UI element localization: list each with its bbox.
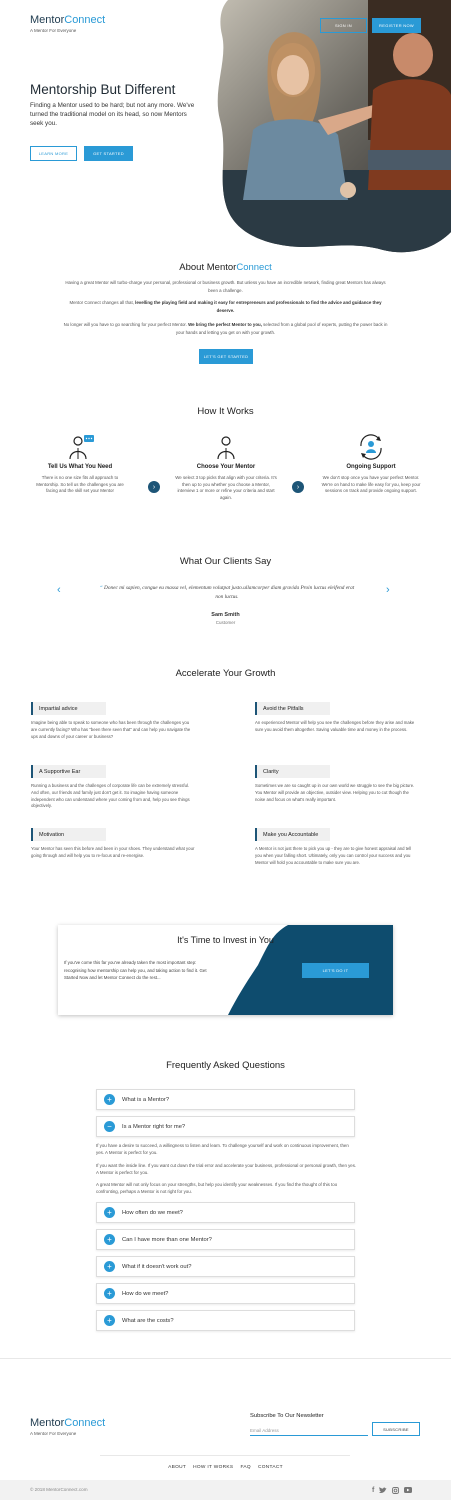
footer-logo[interactable] [30, 1417, 105, 1429]
social-icons [372, 1485, 420, 1495]
about-p2-b: levelling the playing field and making it easy for entrepreneurs and professionals to find the advice and guidance they deserve. [135, 300, 382, 313]
faq-item-open[interactable] [96, 1116, 355, 1137]
copyright: © 2018 MentorConnect.com [30, 1487, 88, 1492]
faq-question: What are the costs? [122, 1317, 174, 1324]
step-arrow-1 [148, 481, 160, 493]
faq-answer-p2: If you want the inside line. If you want cut down the trial error and accelerate your business, professional or personal growth, then yes. A Mentor is perfect for you. [96, 1163, 357, 1176]
signin-button[interactable]: SIGN IN [320, 18, 367, 33]
faq-question: Is a Mentor right for me? [122, 1123, 186, 1130]
footer-nav-divider [100, 1455, 350, 1456]
about-paragraph-1: Having a great Mentor will turbo-charge your personal, professional or business growth. But unless you have an incredible network, finding great Mentors has always been a challenge. [65, 280, 386, 293]
step-1-title: Tell Us What You Need [47, 464, 113, 470]
footer-tagline: A Mentor For Everyone [30, 1431, 77, 1436]
footer-logo-part2: Connect [64, 1417, 106, 1429]
logo-part2: Connect [64, 14, 106, 26]
newsletter-email-input[interactable]: Email Address [250, 1425, 368, 1436]
step-2-text: We select 3 top picks that align with your criteria. It's then up to you whether you choose a Mentor, interview 1 or more or refine your criteria and start again. [175, 475, 277, 500]
plus-icon: + [104, 1234, 115, 1245]
footer-link-faq[interactable]: FAQ [240, 1465, 251, 1470]
about-p3-b: We bring the perfect Mentor to you, [188, 322, 262, 327]
faq-item[interactable] [96, 1202, 355, 1223]
lets-do-it-button[interactable]: LET'S DO IT [302, 963, 369, 978]
step-3-text: We don't stop once you have your perfect Mentor. We're on hand to make life easy for you, keep your sessions on track and provide ongoing support. [321, 475, 421, 493]
faq-item[interactable] [96, 1089, 355, 1110]
next-arrow-icon[interactable]: › [386, 584, 390, 596]
about-paragraph-2 [60, 299, 391, 314]
faq-item[interactable] [96, 1310, 355, 1331]
acc-text-clarity: Sometimes we are so caught up in our own world we struggle to see the big picture. You Mentor will provide an objective, outsider view. Helping you to cut though the noise and focus on what's really important. [255, 783, 415, 802]
tagline: A Mentor For Everyone [30, 28, 77, 33]
acc-text-supportive: Running a business and the challenges of corporate life can be extremely stressful. And often, our friends and family just don't get it. So imagine having someone independent who can understand where your coming from and, help you see things objectively. [31, 783, 190, 809]
footer-link-how[interactable]: HOW IT WORKS [193, 1465, 234, 1470]
plus-icon: + [104, 1261, 115, 1272]
accelerate-title: Accelerate Your Growth [175, 668, 276, 679]
faq-item[interactable] [96, 1229, 355, 1250]
person-icon [215, 434, 237, 460]
plus-icon: + [104, 1288, 115, 1299]
testimonial-role: Customer [215, 620, 236, 625]
youtube-icon[interactable] [404, 1487, 412, 1493]
acc-title-impartial: Impartial advice [31, 702, 106, 715]
faq-item[interactable] [96, 1256, 355, 1277]
testimonial-quote-text: Donec mi sapien, congue eu massa vel, elementum volutpat justo.ullamcorper diam gravida Proin luctus eleifend erat non luctus. [104, 585, 355, 600]
testimonial-quote [96, 584, 358, 602]
acc-text-impartial: Imagine being able to speak to someone who has been through the challenges you are currently facing? Who has "been there seen that" and can help you navigate the ups and downs of your career or business? [31, 720, 191, 739]
about-p3-a: No longer will you have to go searching for your perfect Mentor. [63, 322, 187, 327]
logo[interactable] [30, 14, 105, 26]
facebook-icon[interactable]: f [372, 1486, 375, 1494]
step-2-title: Choose Your Mentor [196, 464, 256, 470]
faq-title: Frequently Asked Questions [166, 1060, 285, 1071]
acc-title-accountable: Make you Accountable [255, 828, 330, 841]
person-chat-icon [67, 434, 95, 460]
faq-item[interactable] [96, 1283, 355, 1304]
clients-title: What Our Clients Say [179, 556, 272, 567]
footer-logo-part1: Mentor [30, 1417, 65, 1429]
about-title-part2: Connect [236, 262, 272, 273]
hero-title: Mentorship But Different [30, 82, 176, 97]
plus-icon: + [104, 1207, 115, 1218]
about-p2-a: Mentor Connect changes all that, [69, 300, 134, 305]
faq-question: What if it doesn't work out? [122, 1263, 192, 1270]
plus-icon: + [104, 1094, 115, 1105]
instagram-icon[interactable] [392, 1487, 399, 1494]
learn-more-button[interactable]: LEARN MORE [30, 146, 77, 161]
lets-get-started-button[interactable]: LET'S GET STARTED [199, 349, 253, 364]
faq-question: What is a Mentor? [122, 1096, 170, 1103]
about-title [0, 262, 451, 273]
testimonial-name: Sam Smith [211, 612, 240, 618]
faq-answer-p3: A great Mentor will not only focus on your strengths, but help you identify your weaknesses. If you find the thought of this too confronting, perhaps a Mentor is not right for you. [96, 1182, 338, 1195]
invest-card [58, 925, 393, 1015]
footer-link-about[interactable]: ABOUT [168, 1465, 187, 1470]
footer-link-contact[interactable]: CONTACT [257, 1465, 283, 1470]
footer-nav [0, 1465, 451, 1470]
about-paragraph-3 [60, 321, 391, 336]
minus-icon: − [104, 1121, 115, 1132]
acc-title-supportive: A Supportive Ear [31, 765, 106, 778]
step-3-title: Ongoing Support [346, 464, 396, 470]
about-p3-c: selected from a global pool of experts, putting the power back in your hands and letting you get on with your growth. [175, 322, 388, 335]
subscribe-button[interactable]: SUBSCRIBE [372, 1422, 420, 1436]
newsletter-title: Subscribe To Our Newsletter [250, 1413, 324, 1419]
register-button[interactable]: REGISTER NOW [372, 18, 421, 33]
invest-text: If you've come this far you've already taken the most important step: recognising how mentorship can help you, and taking action to find it. Get Started Now and let Mentor Connect do the rest... [64, 960, 207, 980]
chevron-right-icon: › [152, 483, 156, 491]
step-1-text: There is no one size fits all approach to Mentorship. So tell us the challenges you are facing and the skill set your Mentor [36, 475, 124, 493]
support-cycle-icon [357, 434, 385, 460]
acc-text-accountable: A Mentor is not just there to pick you up - they are to give honest appraisal and tell you when your falling short. Ultimately, only you can control your success and you Mentor will hold you accountable to make sure you are. [255, 846, 412, 865]
faq-question: How often do we meet? [122, 1209, 183, 1216]
logo-part1: Mentor [30, 14, 65, 26]
acc-title-pitfalls: Avoid the Pitfalls [255, 702, 330, 715]
hero-photo [198, 0, 451, 256]
invest-title: It's Time to Invest in You [177, 935, 274, 945]
acc-title-clarity: Clarity [255, 765, 330, 778]
acc-title-motivation: Motivation [31, 828, 106, 841]
quote-mark-icon: “ [99, 585, 103, 591]
faq-answer-p1: If you have a desire to succeed, a willingness to listen and learn. To challenge yourself and work on continuous improvement, then yes. A Mentor is perfect for you. [96, 1143, 349, 1156]
faq-question: Can I have more than one Mentor? [122, 1236, 212, 1243]
step-arrow-2 [292, 481, 304, 493]
get-started-button[interactable]: GET STARTED [84, 146, 133, 161]
faq-question: How do we meet? [122, 1290, 169, 1297]
footer-divider [0, 1358, 451, 1359]
how-title: How It Works [197, 406, 254, 417]
plus-icon: + [104, 1315, 115, 1326]
twitter-icon[interactable] [379, 1487, 387, 1494]
acc-text-pitfalls: An experienced Mentor will help you see the challenges before they arise and make sure you avoid them altogether. Saving valuable time and money in the process. [255, 720, 415, 732]
about-title-part1: About Mentor [179, 262, 237, 273]
prev-arrow-icon[interactable]: ‹ [57, 584, 61, 596]
chevron-right-icon: › [296, 483, 300, 491]
acc-text-motivation: Your Mentor has seen this before and been in your shoes. They understand what your going through and will help you to re-focus and re-energise. [31, 846, 195, 858]
hero-subtitle: Finding a Mentor used to be hard; but not any more. We've turned the traditional model on its head, so now Mentors seek you. [30, 102, 195, 127]
